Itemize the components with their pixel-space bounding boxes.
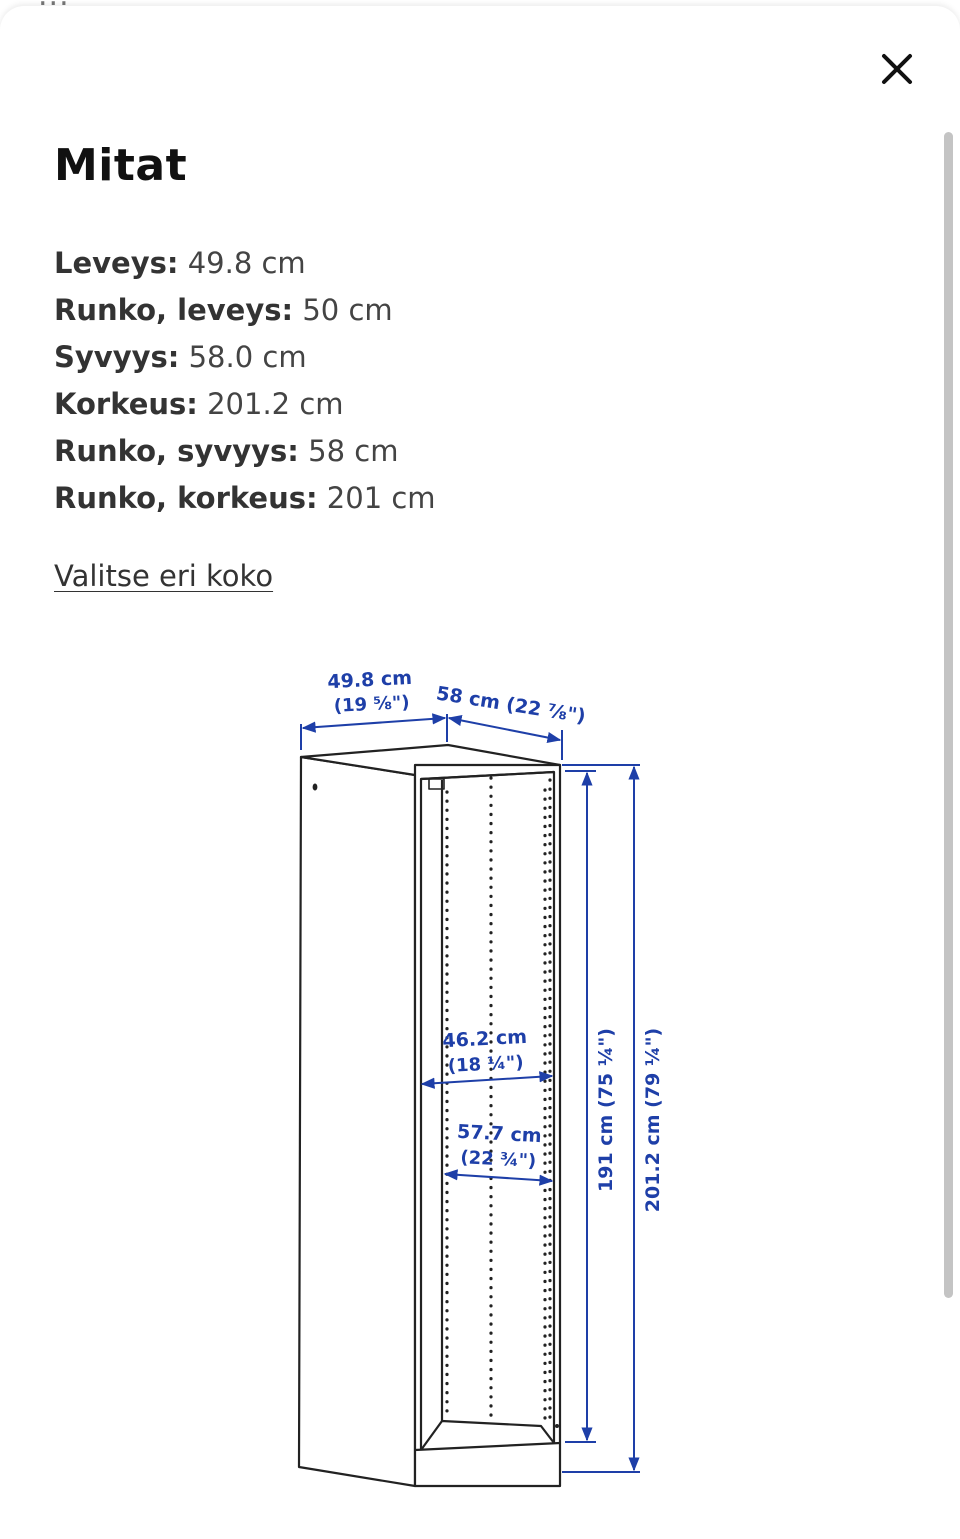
width-label-cm: 49.8 cm — [326, 666, 413, 694]
dimension-label: Runko, leveys: — [54, 293, 294, 327]
page-title: Mitat — [54, 140, 188, 191]
dimension-value: 201.2 cm — [207, 387, 344, 421]
width-label-in: (19 ⅝") — [333, 692, 411, 717]
dimension-label: Leveys: — [54, 246, 179, 280]
total-height-label: 201.2 cm (79 ¼") — [642, 1027, 664, 1213]
depth-label: 58 cm (22 ⅞") — [434, 682, 588, 728]
choose-size-link[interactable]: Valitse eri koko — [54, 559, 274, 593]
inner-width-label-cm: 46.2 cm — [441, 1025, 528, 1053]
dimension-value: 58 cm — [308, 434, 399, 468]
dimension-label: Syvyys: — [54, 340, 180, 374]
dimension-label: Korkeus: — [54, 387, 198, 421]
dimension-value: 58.0 cm — [188, 340, 307, 374]
inner-depth-label-in: (22 ¾") — [459, 1147, 537, 1172]
dimension-label: Runko, syvyys: — [54, 434, 299, 468]
inner-depth-label-cm: 57.7 cm — [456, 1120, 543, 1148]
inner-width-label-in: (18 ¼") — [447, 1052, 525, 1077]
wardrobe-frame-drawing — [299, 745, 560, 1486]
inner-height-label: 191 cm (75 ¼") — [595, 1028, 617, 1192]
dimension-value: 50 cm — [302, 293, 393, 327]
dimension-value: 201 cm — [326, 481, 436, 515]
dimension-label: Runko, korkeus: — [54, 481, 318, 515]
dimension-value: 49.8 cm — [187, 246, 306, 280]
